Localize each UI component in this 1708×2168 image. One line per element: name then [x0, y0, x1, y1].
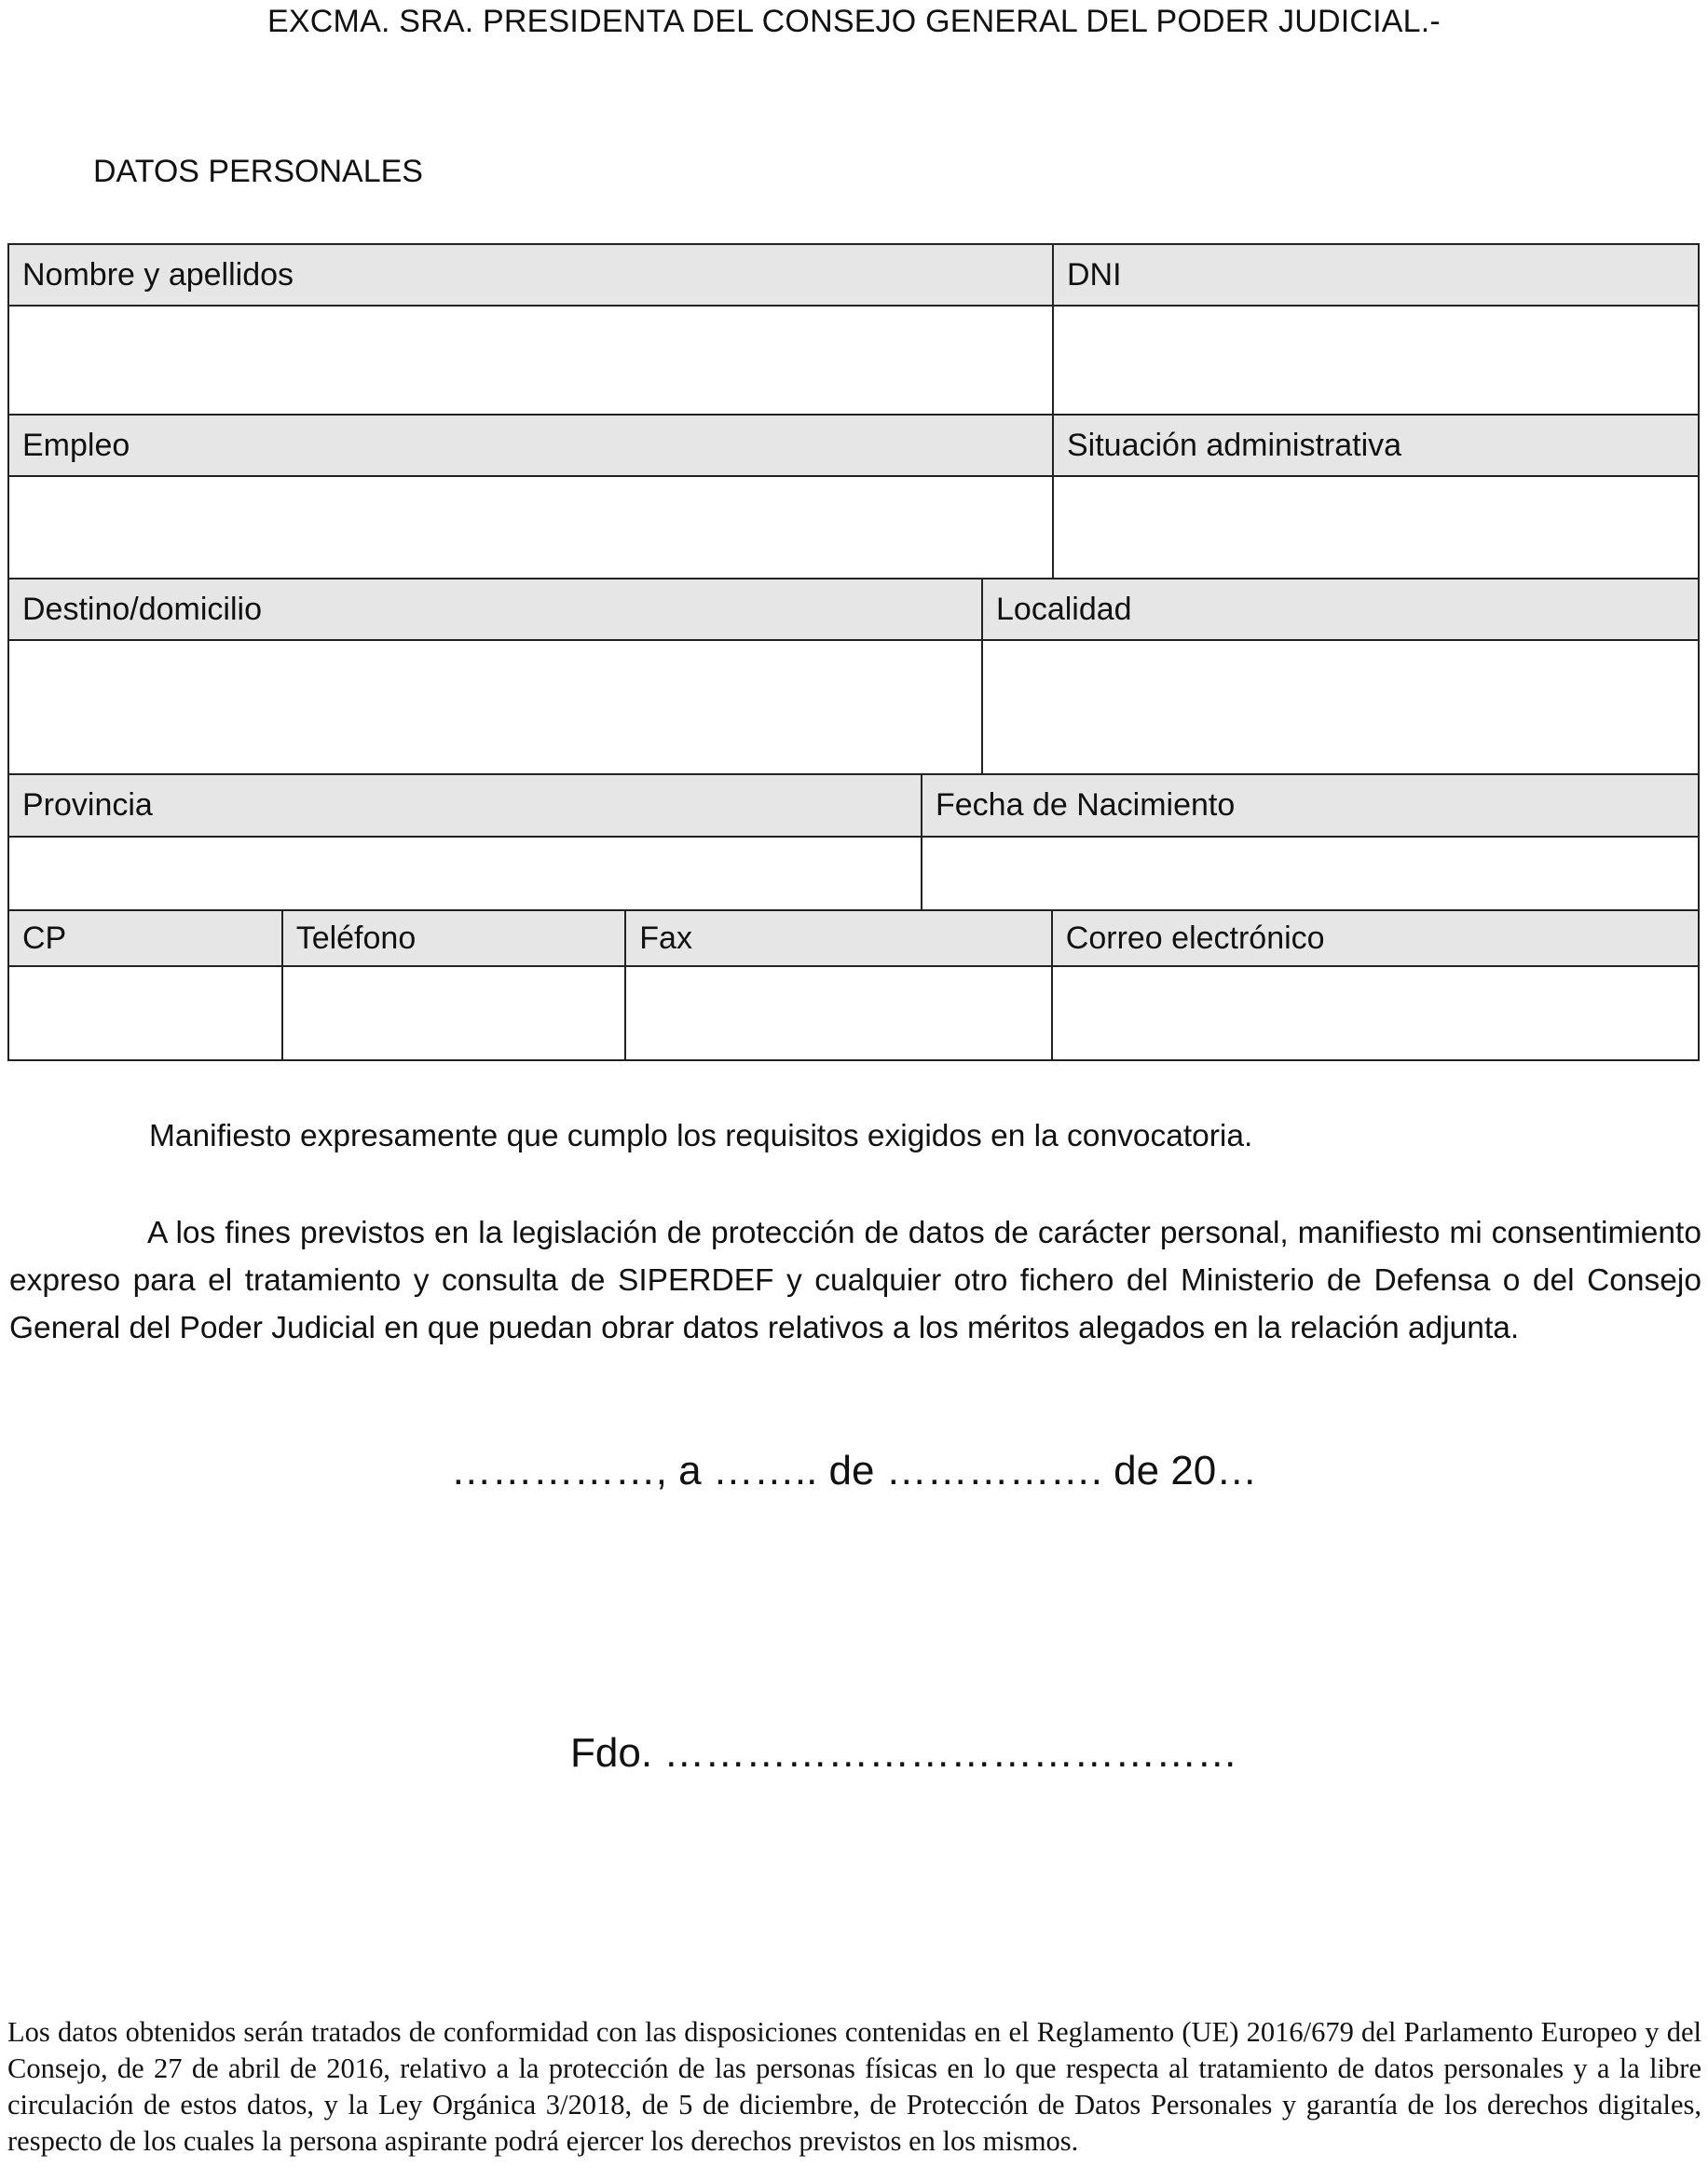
fax-field[interactable]	[624, 965, 1053, 1061]
dni-field[interactable]	[1052, 305, 1700, 416]
form-row-label	[7, 911, 1700, 967]
signature-line: Fdo. ……………………………………	[570, 1730, 1238, 1776]
email-field[interactable]	[1051, 965, 1700, 1061]
birthdate-field[interactable]	[921, 836, 1700, 911]
data-protection-footnote: Los datos obtenidos serán tratados de conformidad con las disposiciones contenidas en el Reglamento (UE) 2016/679 del Parlamento Europeo y del Consejo, de 27 de abril de 2016, relativo a la protección de las personas físicas en lo que respecta al tratamiento de datos personales y a la libre circulación de estos datos, y la Ley Orgánica 3/2018, de 5 de diciembre, de Protección de Datos Personales y garantía de los derechos digitales, respecto de los cuales la persona aspirante podrá ejercer los derechos previstos en los mismos.	[7, 2016, 1701, 2157]
dni-label: DNI	[1052, 243, 1700, 307]
place-date-line: ……………, a …….. de ……………. de 20…	[450, 1448, 1258, 1493]
consent-paragraph: A los fines previstos en la legislación de protección de datos de carácter personal, manifiesto mi consentimiento expreso para el tratamiento y consulta de SIPERDEF y cualquier otro fichero del Ministerio de Defensa o del Consejo General del Poder Judicial en que puedan obrar datos relativos a los méritos alegados en la relación adjunta.	[9, 1216, 1701, 1345]
province-label: Provincia	[7, 773, 922, 838]
address-field[interactable]	[7, 639, 983, 775]
form-row-input	[7, 838, 1700, 911]
form-row-label	[7, 579, 1700, 641]
phone-label: Teléfono	[281, 909, 627, 967]
email-label: Correo electrónico	[1051, 909, 1700, 967]
form-row-input	[7, 967, 1700, 1061]
employment-label: Empleo	[7, 414, 1054, 477]
province-field[interactable]	[7, 836, 922, 911]
fax-label: Fax	[624, 909, 1053, 967]
locality-field[interactable]	[981, 639, 1700, 775]
name-field[interactable]	[7, 305, 1054, 416]
form-row-label	[7, 775, 1700, 838]
form-row-input	[7, 307, 1700, 416]
postal-code-field[interactable]	[7, 965, 283, 1061]
form-row-input	[7, 641, 1700, 775]
document-title: EXCMA. SRA. PRESIDENTA DEL CONSEJO GENERAL DEL PODER JUDICIAL.-	[267, 4, 1441, 39]
section-title: DATOS PERSONALES	[93, 154, 423, 189]
name-label: Nombre y apellidos	[7, 243, 1054, 307]
address-label: Destino/domicilio	[7, 578, 983, 641]
admin-status-label: Situación administrativa	[1052, 414, 1700, 477]
employment-field[interactable]	[7, 475, 1054, 579]
admin-status-field[interactable]	[1052, 475, 1700, 579]
form-row-input	[7, 477, 1700, 579]
locality-label: Localidad	[981, 578, 1700, 641]
form-row-label	[7, 245, 1700, 307]
form-row-label	[7, 416, 1700, 477]
personal-data-form	[7, 245, 1700, 1061]
phone-field[interactable]	[281, 965, 627, 1061]
postal-code-label: CP	[7, 909, 283, 967]
requirements-statement: Manifiesto expresamente que cumplo los requisitos exigidos en la convocatoria.	[149, 1119, 1253, 1153]
birthdate-label: Fecha de Nacimiento	[921, 773, 1700, 838]
